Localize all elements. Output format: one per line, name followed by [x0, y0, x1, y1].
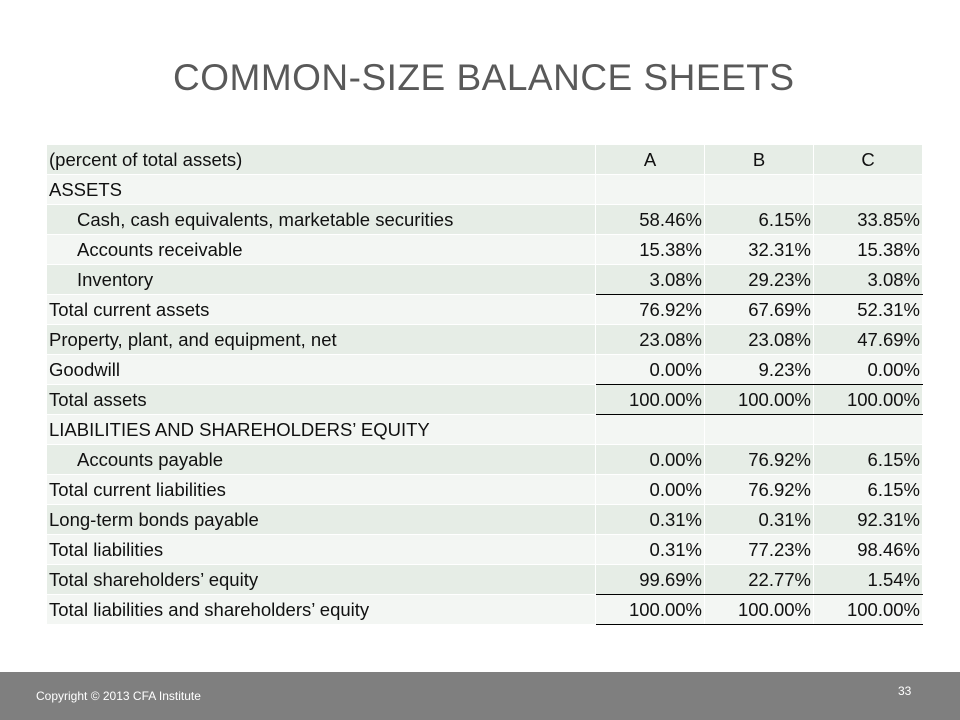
- cell-value-a: 99.69%: [596, 565, 705, 595]
- cell-value-b: 76.92%: [705, 445, 814, 475]
- cell-value-c: [814, 175, 923, 205]
- table-row: [47, 235, 923, 265]
- table-row: [47, 475, 923, 505]
- column-header-c: C: [814, 145, 923, 175]
- cell-value-a: [596, 415, 705, 445]
- copyright-text: Copyright © 2013 CFA Institute: [36, 689, 201, 703]
- cell-value-a: 100.00%: [596, 595, 705, 625]
- header-label: (percent of total assets): [47, 145, 596, 175]
- cell-value-b: [705, 415, 814, 445]
- cell-value-a: 0.00%: [596, 355, 705, 385]
- cell-value-b: 100.00%: [705, 385, 814, 415]
- row-label: Total liabilities and shareholders’ equity: [47, 595, 596, 625]
- table-row: [47, 445, 923, 475]
- row-label: Goodwill: [47, 355, 596, 385]
- row-label: Long-term bonds payable: [47, 505, 596, 535]
- cell-value-a: 76.92%: [596, 295, 705, 325]
- table-header-row: [47, 145, 923, 175]
- table-row: [47, 265, 923, 295]
- cell-value-c: 47.69%: [814, 325, 923, 355]
- cell-value-c: 0.00%: [814, 355, 923, 385]
- row-label: Total shareholders’ equity: [47, 565, 596, 595]
- balance-sheet-table: [46, 144, 923, 625]
- cell-value-c: 6.15%: [814, 475, 923, 505]
- cell-value-c: 100.00%: [814, 385, 923, 415]
- cell-value-a: 0.31%: [596, 505, 705, 535]
- cell-value-c: 100.00%: [814, 595, 923, 625]
- row-label: Accounts receivable: [47, 235, 596, 265]
- table-row: [47, 205, 923, 235]
- cell-value-c: 52.31%: [814, 295, 923, 325]
- cell-value-c: 92.31%: [814, 505, 923, 535]
- cell-value-b: 29.23%: [705, 265, 814, 295]
- cell-value-a: 3.08%: [596, 265, 705, 295]
- column-header-b: B: [705, 145, 814, 175]
- cell-value-c: [814, 415, 923, 445]
- cell-value-a: [596, 175, 705, 205]
- row-label: Total current liabilities: [47, 475, 596, 505]
- row-label: Accounts payable: [47, 445, 596, 475]
- row-label: Inventory: [47, 265, 596, 295]
- table-row: [47, 505, 923, 535]
- table-row: [47, 535, 923, 565]
- cell-value-a: 100.00%: [596, 385, 705, 415]
- row-label: Cash, cash equivalents, marketable securities: [47, 205, 596, 235]
- cell-value-b: [705, 175, 814, 205]
- cell-value-b: 9.23%: [705, 355, 814, 385]
- cell-value-b: 77.23%: [705, 535, 814, 565]
- cell-value-c: 3.08%: [814, 265, 923, 295]
- row-label: ASSETS: [47, 175, 596, 205]
- cell-value-b: 67.69%: [705, 295, 814, 325]
- column-header-a: A: [596, 145, 705, 175]
- cell-value-b: 0.31%: [705, 505, 814, 535]
- table-row: [47, 385, 923, 415]
- cell-value-a: 0.31%: [596, 535, 705, 565]
- page-number: 33: [898, 684, 912, 698]
- row-label: Total assets: [47, 385, 596, 415]
- cell-value-b: 23.08%: [705, 325, 814, 355]
- cell-value-a: 0.00%: [596, 475, 705, 505]
- cell-value-a: 15.38%: [596, 235, 705, 265]
- cell-value-a: 58.46%: [596, 205, 705, 235]
- cell-value-b: 22.77%: [705, 565, 814, 595]
- cell-value-c: 1.54%: [814, 565, 923, 595]
- cell-value-b: 100.00%: [705, 595, 814, 625]
- footer-bar: [0, 672, 960, 720]
- row-label: Total liabilities: [47, 535, 596, 565]
- table-row: [47, 565, 923, 595]
- cell-value-c: 15.38%: [814, 235, 923, 265]
- table-row: [47, 595, 923, 625]
- table-row: [47, 415, 923, 445]
- row-label: Property, plant, and equipment, net: [47, 325, 596, 355]
- row-label: LIABILITIES AND SHAREHOLDERS’ EQUITY: [47, 415, 596, 445]
- table-row: [47, 325, 923, 355]
- cell-value-a: 0.00%: [596, 445, 705, 475]
- cell-value-c: 6.15%: [814, 445, 923, 475]
- cell-value-a: 23.08%: [596, 325, 705, 355]
- table-row: [47, 175, 923, 205]
- table-row: [47, 295, 923, 325]
- cell-value-b: 76.92%: [705, 475, 814, 505]
- cell-value-b: 6.15%: [705, 205, 814, 235]
- cell-value-b: 32.31%: [705, 235, 814, 265]
- row-label: Total current assets: [47, 295, 596, 325]
- cell-value-c: 98.46%: [814, 535, 923, 565]
- cell-value-c: 33.85%: [814, 205, 923, 235]
- balance-sheet-body: [47, 145, 923, 625]
- table-row: [47, 355, 923, 385]
- slide-title: COMMON-SIZE BALANCE SHEETS: [173, 57, 795, 98]
